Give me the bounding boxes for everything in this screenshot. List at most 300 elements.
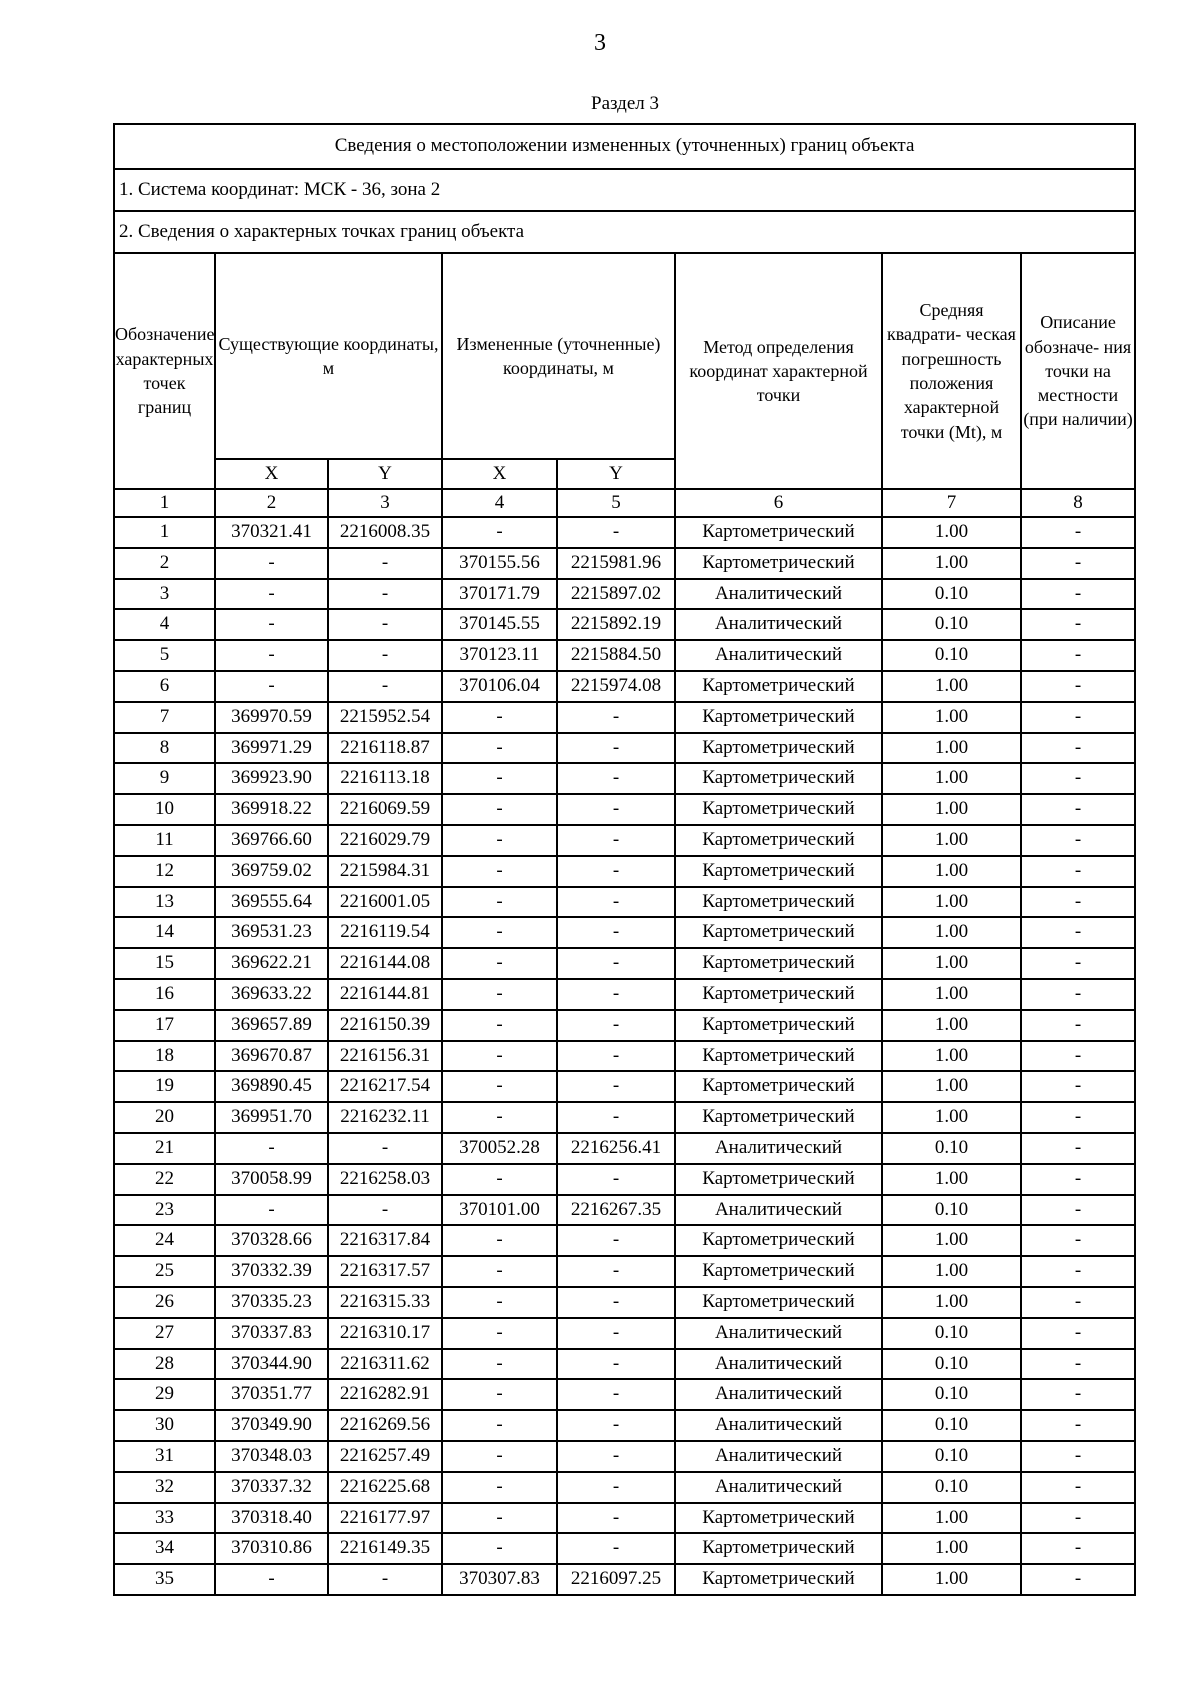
column-number-row <box>114 489 1135 517</box>
point-number-cell: 28 <box>114 1349 215 1380</box>
point-description-cell: - <box>1021 794 1135 825</box>
method-cell: Картометрический <box>675 979 882 1010</box>
existing-y-cell: - <box>328 640 442 671</box>
point-description-cell: - <box>1021 1102 1135 1133</box>
point-number-cell: 17 <box>114 1010 215 1041</box>
existing-x-cell: 369622.21 <box>215 948 328 979</box>
table-row <box>114 1379 1135 1410</box>
point-number-cell: 1 <box>114 517 215 548</box>
method-cell: Картометрический <box>675 702 882 733</box>
error-mt-cell: 1.00 <box>882 702 1021 733</box>
changed-x-cell: 370052.28 <box>442 1133 557 1164</box>
table-row <box>114 548 1135 579</box>
existing-y-cell: - <box>328 609 442 640</box>
point-number-cell: 4 <box>114 609 215 640</box>
existing-y-cell: 2216269.56 <box>328 1410 442 1441</box>
existing-y-cell: 2216113.18 <box>328 763 442 794</box>
table-row <box>114 794 1135 825</box>
existing-x-cell: - <box>215 1564 328 1595</box>
method-cell: Картометрический <box>675 733 882 764</box>
point-description-cell: - <box>1021 579 1135 610</box>
method-cell: Аналитический <box>675 640 882 671</box>
error-mt-cell: 1.00 <box>882 1010 1021 1041</box>
changed-x-cell: 370106.04 <box>442 671 557 702</box>
changed-y-cell: - <box>557 702 675 733</box>
point-number-cell: 31 <box>114 1441 215 1472</box>
existing-y-cell: - <box>328 1564 442 1595</box>
error-mt-cell: 0.10 <box>882 579 1021 610</box>
changed-y-cell: - <box>557 1441 675 1472</box>
column-number: 6 <box>675 489 882 517</box>
column-number: 3 <box>328 489 442 517</box>
point-description-cell: - <box>1021 825 1135 856</box>
existing-y-cell: - <box>328 1195 442 1226</box>
point-description-cell: - <box>1021 702 1135 733</box>
table-row <box>114 1102 1135 1133</box>
error-mt-cell: 1.00 <box>882 979 1021 1010</box>
error-mt-cell: 1.00 <box>882 1533 1021 1564</box>
point-number-cell: 2 <box>114 548 215 579</box>
point-description-cell: - <box>1021 948 1135 979</box>
column-number: 8 <box>1021 489 1135 517</box>
error-mt-cell: 0.10 <box>882 1349 1021 1380</box>
point-number-cell: 30 <box>114 1410 215 1441</box>
header-point: Обозначение характерных точек границ <box>114 253 215 489</box>
existing-y-cell: - <box>328 579 442 610</box>
error-mt-cell: 1.00 <box>882 1041 1021 1072</box>
points-section-title: 2. Сведения о характерных точках границ объекта <box>114 211 1135 253</box>
column-number: 5 <box>557 489 675 517</box>
existing-y-cell: 2215952.54 <box>328 702 442 733</box>
point-description-cell: - <box>1021 671 1135 702</box>
changed-x-cell: - <box>442 1256 557 1287</box>
error-mt-cell: 1.00 <box>882 671 1021 702</box>
existing-x-cell: 370321.41 <box>215 517 328 548</box>
column-number: 1 <box>114 489 215 517</box>
point-number-cell: 24 <box>114 1225 215 1256</box>
method-cell: Картометрический <box>675 517 882 548</box>
changed-x-cell: 370155.56 <box>442 548 557 579</box>
point-description-cell: - <box>1021 917 1135 948</box>
existing-y-cell: 2216225.68 <box>328 1472 442 1503</box>
changed-y-cell: - <box>557 979 675 1010</box>
point-number-cell: 12 <box>114 856 215 887</box>
point-number-cell: 15 <box>114 948 215 979</box>
changed-y-cell: - <box>557 1410 675 1441</box>
point-number-cell: 29 <box>114 1379 215 1410</box>
existing-y-cell: 2215984.31 <box>328 856 442 887</box>
point-description-cell: - <box>1021 609 1135 640</box>
changed-x-cell: 370101.00 <box>442 1195 557 1226</box>
point-description-cell: - <box>1021 1071 1135 1102</box>
changed-x-cell: - <box>442 1472 557 1503</box>
table-row <box>114 1225 1135 1256</box>
changed-x-cell: - <box>442 948 557 979</box>
point-number-cell: 22 <box>114 1164 215 1195</box>
existing-x-cell: 369971.29 <box>215 733 328 764</box>
changed-x-cell: - <box>442 517 557 548</box>
error-mt-cell: 1.00 <box>882 763 1021 794</box>
existing-x-cell: 370348.03 <box>215 1441 328 1472</box>
table-row <box>114 887 1135 918</box>
existing-y-cell: - <box>328 1133 442 1164</box>
existing-y-cell: 2216144.08 <box>328 948 442 979</box>
point-number-cell: 6 <box>114 671 215 702</box>
header-description: Описание обозначе- ния точки на местности (при наличии) <box>1021 253 1135 489</box>
existing-x-cell: 370328.66 <box>215 1225 328 1256</box>
existing-y-cell: 2216177.97 <box>328 1503 442 1534</box>
changed-x-cell: 370307.83 <box>442 1564 557 1595</box>
existing-x-cell: 370058.99 <box>215 1164 328 1195</box>
header-existing-y: Y <box>328 459 442 489</box>
changed-x-cell: - <box>442 1349 557 1380</box>
existing-y-cell: 2216315.33 <box>328 1287 442 1318</box>
changed-x-cell: - <box>442 1503 557 1534</box>
existing-y-cell: 2216029.79 <box>328 825 442 856</box>
existing-y-cell: 2216001.05 <box>328 887 442 918</box>
method-cell: Аналитический <box>675 1133 882 1164</box>
existing-x-cell: - <box>215 640 328 671</box>
point-number-cell: 10 <box>114 794 215 825</box>
coord-system: 1. Система координат: МСК - 36, зона 2 <box>114 169 1135 211</box>
error-mt-cell: 0.10 <box>882 609 1021 640</box>
error-mt-cell: 0.10 <box>882 1441 1021 1472</box>
column-number: 2 <box>215 489 328 517</box>
method-cell: Картометрический <box>675 917 882 948</box>
point-description-cell: - <box>1021 1287 1135 1318</box>
changed-x-cell: - <box>442 1533 557 1564</box>
point-number-cell: 35 <box>114 1564 215 1595</box>
existing-y-cell: 2216118.87 <box>328 733 442 764</box>
point-description-cell: - <box>1021 1441 1135 1472</box>
point-description-cell: - <box>1021 1133 1135 1164</box>
existing-x-cell: 370337.32 <box>215 1472 328 1503</box>
section-title: Раздел 3 <box>591 93 659 114</box>
changed-x-cell: - <box>442 979 557 1010</box>
point-description-cell: - <box>1021 1225 1135 1256</box>
changed-x-cell: - <box>442 1102 557 1133</box>
existing-x-cell: 369951.70 <box>215 1102 328 1133</box>
existing-x-cell: 369766.60 <box>215 825 328 856</box>
point-number-cell: 32 <box>114 1472 215 1503</box>
existing-y-cell: 2216257.49 <box>328 1441 442 1472</box>
existing-y-cell: - <box>328 671 442 702</box>
table-row <box>114 948 1135 979</box>
error-mt-cell: 0.10 <box>882 1410 1021 1441</box>
changed-x-cell: - <box>442 856 557 887</box>
existing-y-cell: - <box>328 548 442 579</box>
changed-x-cell: - <box>442 1041 557 1072</box>
header-error: Средняя квадрати- ческая погрешность положения характерной точки (Mt), м <box>882 253 1021 489</box>
error-mt-cell: 1.00 <box>882 1164 1021 1195</box>
existing-x-cell: 370310.86 <box>215 1533 328 1564</box>
changed-x-cell: 370123.11 <box>442 640 557 671</box>
existing-y-cell: 2216156.31 <box>328 1041 442 1072</box>
changed-y-cell: - <box>557 1256 675 1287</box>
table-row <box>114 1318 1135 1349</box>
point-number-cell: 26 <box>114 1287 215 1318</box>
table-row <box>114 1256 1135 1287</box>
changed-y-cell: - <box>557 1349 675 1380</box>
method-cell: Аналитический <box>675 1472 882 1503</box>
existing-x-cell: - <box>215 609 328 640</box>
point-description-cell: - <box>1021 856 1135 887</box>
changed-y-cell: - <box>557 1287 675 1318</box>
existing-y-cell: 2216069.59 <box>328 794 442 825</box>
point-number-cell: 18 <box>114 1041 215 1072</box>
changed-y-cell: 2216267.35 <box>557 1195 675 1226</box>
error-mt-cell: 1.00 <box>882 794 1021 825</box>
point-number-cell: 21 <box>114 1133 215 1164</box>
method-cell: Картометрический <box>675 671 882 702</box>
existing-x-cell: 369555.64 <box>215 887 328 918</box>
existing-y-cell: 2216217.54 <box>328 1071 442 1102</box>
error-mt-cell: 1.00 <box>882 1564 1021 1595</box>
changed-y-cell: 2215981.96 <box>557 548 675 579</box>
error-mt-cell: 0.10 <box>882 1133 1021 1164</box>
point-description-cell: - <box>1021 1503 1135 1534</box>
changed-x-cell: - <box>442 887 557 918</box>
changed-x-cell: - <box>442 825 557 856</box>
changed-y-cell: - <box>557 1041 675 1072</box>
error-mt-cell: 1.00 <box>882 733 1021 764</box>
method-cell: Аналитический <box>675 1441 882 1472</box>
table-row <box>114 640 1135 671</box>
error-mt-cell: 1.00 <box>882 917 1021 948</box>
point-description-cell: - <box>1021 1164 1135 1195</box>
changed-y-cell: - <box>557 517 675 548</box>
point-description-cell: - <box>1021 1041 1135 1072</box>
existing-x-cell: 369918.22 <box>215 794 328 825</box>
point-number-cell: 19 <box>114 1071 215 1102</box>
changed-x-cell: - <box>442 1010 557 1041</box>
method-cell: Картометрический <box>675 1071 882 1102</box>
changed-x-cell: - <box>442 917 557 948</box>
changed-y-cell: - <box>557 1503 675 1534</box>
existing-x-cell: - <box>215 1133 328 1164</box>
point-number-cell: 33 <box>114 1503 215 1534</box>
method-cell: Аналитический <box>675 579 882 610</box>
header-method: Метод определения координат характерной точки <box>675 253 882 489</box>
table-row <box>114 1164 1135 1195</box>
changed-x-cell: - <box>442 1441 557 1472</box>
method-cell: Картометрический <box>675 1164 882 1195</box>
method-cell: Картометрический <box>675 1010 882 1041</box>
error-mt-cell: 1.00 <box>882 1102 1021 1133</box>
changed-x-cell: - <box>442 702 557 733</box>
existing-x-cell: 369657.89 <box>215 1010 328 1041</box>
changed-y-cell: - <box>557 825 675 856</box>
point-description-cell: - <box>1021 1379 1135 1410</box>
table-row <box>114 1349 1135 1380</box>
method-cell: Аналитический <box>675 1379 882 1410</box>
point-description-cell: - <box>1021 1256 1135 1287</box>
point-number-cell: 7 <box>114 702 215 733</box>
existing-x-cell: 369633.22 <box>215 979 328 1010</box>
error-mt-cell: 1.00 <box>882 1225 1021 1256</box>
changed-x-cell: - <box>442 1225 557 1256</box>
changed-y-cell: - <box>557 887 675 918</box>
table-row <box>114 1071 1135 1102</box>
point-description-cell: - <box>1021 887 1135 918</box>
point-description-cell: - <box>1021 1195 1135 1226</box>
error-mt-cell: 1.00 <box>882 517 1021 548</box>
changed-y-cell: - <box>557 1379 675 1410</box>
point-description-cell: - <box>1021 979 1135 1010</box>
error-mt-cell: 1.00 <box>882 1503 1021 1534</box>
point-number-cell: 23 <box>114 1195 215 1226</box>
method-cell: Картометрический <box>675 1225 882 1256</box>
table-row <box>114 609 1135 640</box>
point-description-cell: - <box>1021 640 1135 671</box>
changed-x-cell: - <box>442 763 557 794</box>
table-row <box>114 1472 1135 1503</box>
existing-x-cell: 370337.83 <box>215 1318 328 1349</box>
table-row <box>114 1533 1135 1564</box>
existing-x-cell: 369970.59 <box>215 702 328 733</box>
point-number-cell: 5 <box>114 640 215 671</box>
method-cell: Картометрический <box>675 1503 882 1534</box>
changed-y-cell: - <box>557 1071 675 1102</box>
existing-x-cell: 370349.90 <box>215 1410 328 1441</box>
point-description-cell: - <box>1021 1410 1135 1441</box>
point-rows <box>114 517 1135 1595</box>
method-cell: Картометрический <box>675 887 882 918</box>
existing-y-cell: 2216119.54 <box>328 917 442 948</box>
error-mt-cell: 1.00 <box>882 1256 1021 1287</box>
error-mt-cell: 0.10 <box>882 640 1021 671</box>
table-row <box>114 1287 1135 1318</box>
method-cell: Картометрический <box>675 948 882 979</box>
existing-y-cell: 2216144.81 <box>328 979 442 1010</box>
point-description-cell: - <box>1021 1472 1135 1503</box>
point-description-cell: - <box>1021 1564 1135 1595</box>
point-description-cell: - <box>1021 763 1135 794</box>
point-number-cell: 3 <box>114 579 215 610</box>
changed-x-cell: - <box>442 1410 557 1441</box>
changed-y-cell: 2215974.08 <box>557 671 675 702</box>
method-cell: Картометрический <box>675 794 882 825</box>
existing-x-cell: 369670.87 <box>215 1041 328 1072</box>
method-cell: Картометрический <box>675 1041 882 1072</box>
existing-y-cell: 2216282.91 <box>328 1379 442 1410</box>
error-mt-cell: 0.10 <box>882 1472 1021 1503</box>
table-row <box>114 579 1135 610</box>
existing-y-cell: 2216317.84 <box>328 1225 442 1256</box>
existing-x-cell: - <box>215 671 328 702</box>
table-row <box>114 702 1135 733</box>
method-cell: Картометрический <box>675 1256 882 1287</box>
point-number-cell: 8 <box>114 733 215 764</box>
existing-y-cell: 2216311.62 <box>328 1349 442 1380</box>
point-number-cell: 34 <box>114 1533 215 1564</box>
existing-y-cell: 2216258.03 <box>328 1164 442 1195</box>
existing-x-cell: 370318.40 <box>215 1503 328 1534</box>
method-cell: Аналитический <box>675 1410 882 1441</box>
changed-y-cell: - <box>557 1102 675 1133</box>
existing-y-cell: 2216149.35 <box>328 1533 442 1564</box>
method-cell: Картометрический <box>675 856 882 887</box>
changed-y-cell: - <box>557 733 675 764</box>
point-description-cell: - <box>1021 1349 1135 1380</box>
existing-x-cell: 369890.45 <box>215 1071 328 1102</box>
method-cell: Аналитический <box>675 1349 882 1380</box>
existing-x-cell: - <box>215 1195 328 1226</box>
method-cell: Аналитический <box>675 1318 882 1349</box>
point-number-cell: 14 <box>114 917 215 948</box>
point-number-cell: 20 <box>114 1102 215 1133</box>
existing-x-cell: 369923.90 <box>215 763 328 794</box>
header-existing: Существующие координаты, м <box>215 253 442 459</box>
header-changed: Измененные (уточненные) координаты, м <box>442 253 675 459</box>
changed-y-cell: - <box>557 1164 675 1195</box>
method-cell: Аналитический <box>675 609 882 640</box>
changed-y-cell: - <box>557 1010 675 1041</box>
changed-x-cell: - <box>442 1287 557 1318</box>
table-row <box>114 1133 1135 1164</box>
table-row <box>114 733 1135 764</box>
error-mt-cell: 1.00 <box>882 1071 1021 1102</box>
header-existing-x: X <box>215 459 328 489</box>
boundary-points-table <box>113 123 1136 1596</box>
existing-x-cell: 370344.90 <box>215 1349 328 1380</box>
changed-y-cell: 2216097.25 <box>557 1564 675 1595</box>
changed-x-cell: - <box>442 794 557 825</box>
changed-y-cell: - <box>557 1472 675 1503</box>
column-number: 4 <box>442 489 557 517</box>
table-title: Сведения о местоположении измененных (уточненных) границ объекта <box>114 124 1135 169</box>
existing-y-cell: 2216317.57 <box>328 1256 442 1287</box>
existing-x-cell: - <box>215 579 328 610</box>
changed-y-cell: - <box>557 763 675 794</box>
existing-y-cell: 2216008.35 <box>328 517 442 548</box>
method-cell: Картометрический <box>675 1102 882 1133</box>
table-row <box>114 1195 1135 1226</box>
point-number-cell: 11 <box>114 825 215 856</box>
point-description-cell: - <box>1021 548 1135 579</box>
changed-y-cell: - <box>557 1318 675 1349</box>
header-changed-y: Y <box>557 459 675 489</box>
existing-x-cell: 370332.39 <box>215 1256 328 1287</box>
existing-x-cell: - <box>215 548 328 579</box>
changed-y-cell: - <box>557 1225 675 1256</box>
table-row <box>114 1503 1135 1534</box>
error-mt-cell: 0.10 <box>882 1318 1021 1349</box>
point-description-cell: - <box>1021 1533 1135 1564</box>
method-cell: Картометрический <box>675 763 882 794</box>
error-mt-cell: 1.00 <box>882 887 1021 918</box>
table-row <box>114 1441 1135 1472</box>
error-mt-cell: 1.00 <box>882 825 1021 856</box>
error-mt-cell: 0.10 <box>882 1195 1021 1226</box>
error-mt-cell: 1.00 <box>882 548 1021 579</box>
existing-x-cell: 370351.77 <box>215 1379 328 1410</box>
existing-y-cell: 2216310.17 <box>328 1318 442 1349</box>
changed-y-cell: 2216256.41 <box>557 1133 675 1164</box>
changed-y-cell: - <box>557 1533 675 1564</box>
method-cell: Картометрический <box>675 825 882 856</box>
error-mt-cell: 1.00 <box>882 856 1021 887</box>
method-cell: Картометрический <box>675 1533 882 1564</box>
existing-y-cell: 2216232.11 <box>328 1102 442 1133</box>
changed-y-cell: - <box>557 794 675 825</box>
changed-x-cell: - <box>442 1164 557 1195</box>
point-number-cell: 13 <box>114 887 215 918</box>
table-row <box>114 825 1135 856</box>
method-cell: Аналитический <box>675 1195 882 1226</box>
changed-x-cell: - <box>442 1318 557 1349</box>
changed-y-cell: 2215897.02 <box>557 579 675 610</box>
